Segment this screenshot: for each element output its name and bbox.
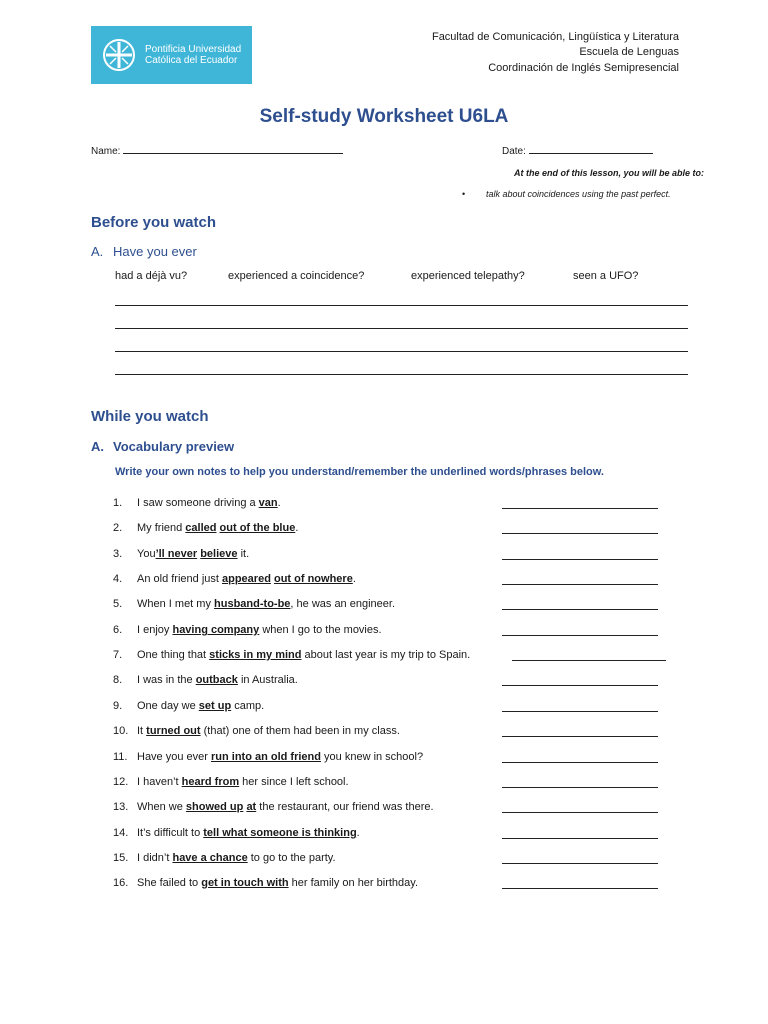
sentence-text: when I go to the movies. <box>259 624 382 636</box>
vocabulary-instruction: Write your own notes to help you understand/remember the underlined words/phrases below. <box>115 466 604 478</box>
sentence-text: . <box>352 573 356 585</box>
sentence-text: It’s difficult to <box>137 827 204 839</box>
underlined-phrase: set up <box>198 700 232 712</box>
sentence-text: (that) one of them had been in my class. <box>200 725 400 737</box>
worksheet-title: Self-study Worksheet U6LA <box>259 106 509 127</box>
underlined-phrase: out of the blue <box>219 522 296 534</box>
item-number: 16. <box>113 877 129 889</box>
sentence-text: I saw someone driving a <box>137 497 259 509</box>
item-number: 5. <box>113 598 123 610</box>
vocabulary-item <box>113 572 356 586</box>
underlined-phrase: showed up <box>185 801 244 813</box>
underlined-phrase: get in touch with <box>201 877 289 889</box>
item-number: 15. <box>113 852 129 864</box>
sentence-text: I didn’t <box>137 852 173 864</box>
underlined-phrase: have a chance <box>172 852 248 864</box>
item-number: 11. <box>113 751 128 763</box>
name-blank-line[interactable] <box>123 144 343 154</box>
subsection-vocabulary-preview <box>91 439 234 454</box>
school-name: Escuela de Lenguas <box>579 46 679 58</box>
subsection-label: Have you ever <box>113 244 197 259</box>
notes-blank-line[interactable] <box>502 736 658 737</box>
vocabulary-item <box>113 724 400 738</box>
underlined-phrase: turned out <box>146 725 201 737</box>
answer-line-1[interactable] <box>115 305 688 306</box>
sentence-text: her since I left school. <box>239 776 349 788</box>
subsection-letter: A. <box>91 439 104 454</box>
vocabulary-item <box>113 800 434 814</box>
underlined-phrase: tell what someone is thinking <box>203 827 357 839</box>
vocabulary-item <box>113 547 249 561</box>
sentence-text: An old friend just <box>137 573 222 585</box>
underlined-phrase: husband-to-be <box>214 598 291 610</box>
sentence-text: You <box>137 548 156 560</box>
underlined-phrase: ’ll never <box>155 548 198 560</box>
sentence-text: , he was an engineer. <box>290 598 395 610</box>
bullet-icon: • <box>462 189 466 199</box>
sentence-text: I was in the <box>137 674 196 686</box>
notes-blank-line[interactable] <box>502 888 658 889</box>
option-deja-vu: had a déjà vu? <box>115 270 188 282</box>
university-emblem-icon <box>99 36 139 74</box>
date-blank-line[interactable] <box>529 144 653 154</box>
underlined-phrase: sticks in my mind <box>209 649 302 661</box>
objective-item <box>462 189 671 199</box>
sentence-text: One day we <box>137 700 199 712</box>
item-number: 10. <box>113 725 129 737</box>
notes-blank-line[interactable] <box>502 838 658 839</box>
sentence-text: to go to the party. <box>247 852 336 864</box>
item-number: 2. <box>113 522 123 534</box>
vocabulary-item <box>113 623 382 637</box>
item-number: 8. <box>113 674 123 686</box>
vocabulary-item <box>113 750 423 764</box>
sentence-text: When we <box>137 801 186 813</box>
notes-blank-line[interactable] <box>502 635 658 636</box>
underlined-phrase: heard from <box>181 776 240 788</box>
notes-blank-line[interactable] <box>502 609 658 610</box>
option-telepathy: experienced telepathy? <box>411 270 525 282</box>
answer-line-4[interactable] <box>115 374 688 375</box>
notes-blank-line[interactable] <box>502 711 658 712</box>
underlined-phrase: having company <box>172 624 260 636</box>
faculty-name: Facultad de Comunicación, Lingüística y Literatura <box>431 31 679 43</box>
name-label: Name: <box>91 146 121 157</box>
sentence-text: It <box>137 725 147 737</box>
notes-blank-line[interactable] <box>502 533 658 534</box>
notes-blank-line[interactable] <box>512 660 666 661</box>
vocabulary-item <box>113 496 281 510</box>
sentence-text: I enjoy <box>137 624 173 636</box>
vocabulary-item <box>113 597 395 611</box>
sentence-text: Have you ever <box>137 751 211 763</box>
sentence-text: camp. <box>231 700 265 712</box>
item-number: 4. <box>113 573 123 585</box>
sentence-text: it. <box>237 548 250 560</box>
objectives-intro: At the end of this lesson, you will be able to: <box>513 168 704 178</box>
subsection-label: Vocabulary preview <box>113 439 235 454</box>
item-number: 3. <box>113 548 123 560</box>
subsection-have-you-ever <box>91 244 197 259</box>
objective-text: talk about coincidences using the past perfect. <box>486 189 671 199</box>
name-field[interactable] <box>91 144 343 157</box>
vocabulary-item <box>113 826 360 840</box>
item-number: 9. <box>113 700 123 712</box>
item-number: 14. <box>113 827 129 839</box>
answer-line-2[interactable] <box>115 328 688 329</box>
date-field[interactable] <box>502 144 653 157</box>
item-number: 12. <box>113 776 129 788</box>
underlined-phrase: run into an old friend <box>210 751 321 763</box>
sentence-text: . <box>295 522 299 534</box>
coordination-name: Coordinación de Inglés Semipresencial <box>488 62 679 74</box>
item-number: 13. <box>113 801 129 813</box>
sentence-text: in Australia. <box>237 674 298 686</box>
notes-blank-line[interactable] <box>502 762 658 763</box>
sentence-text: her family on her birthday. <box>288 877 419 889</box>
underlined-phrase: van <box>258 497 278 509</box>
notes-blank-line[interactable] <box>502 584 658 585</box>
vocabulary-item <box>113 876 418 890</box>
vocabulary-item <box>113 521 298 535</box>
underlined-phrase: appeared <box>222 573 271 585</box>
notes-blank-line[interactable] <box>502 863 658 864</box>
underlined-phrase: called <box>185 522 217 534</box>
subsection-letter: A. <box>91 244 104 259</box>
item-number: 6. <box>113 624 123 636</box>
university-logo <box>91 26 252 84</box>
underlined-phrase: out of nowhere <box>273 573 353 585</box>
sentence-text: about last year is my trip to Spain. <box>301 649 471 661</box>
date-label: Date: <box>502 146 526 157</box>
vocabulary-item <box>113 699 264 713</box>
vocabulary-item <box>113 648 470 662</box>
section-heading-while: While you watch <box>91 408 209 425</box>
sentence-text: the restaurant, our friend was there. <box>256 801 434 813</box>
logo-line-2: Católica del Ecuador <box>145 55 238 66</box>
sentence-text: you knew in school? <box>320 751 424 763</box>
notes-blank-line[interactable] <box>502 812 658 813</box>
underlined-phrase: outback <box>195 674 238 686</box>
sentence-text: I haven’t <box>137 776 182 788</box>
vocabulary-item <box>113 673 298 687</box>
vocabulary-item <box>113 775 349 789</box>
notes-blank-line[interactable] <box>502 685 658 686</box>
option-ufo: seen a UFO? <box>573 270 639 282</box>
notes-blank-line[interactable] <box>502 559 658 560</box>
vocabulary-item <box>113 851 336 865</box>
sentence-text: She failed to <box>137 877 202 889</box>
underlined-phrase: believe <box>200 548 238 560</box>
notes-blank-line[interactable] <box>502 508 658 509</box>
sentence-text: My friend <box>137 522 186 534</box>
logo-wordmark <box>145 44 241 66</box>
section-heading-before: Before you watch <box>91 214 217 231</box>
notes-blank-line[interactable] <box>502 787 658 788</box>
sentence-text: When I met my <box>137 598 215 610</box>
underlined-phrase: at <box>246 801 257 813</box>
item-number: 7. <box>113 649 123 661</box>
sentence-text: . <box>356 827 360 839</box>
option-coincidence: experienced a coincidence? <box>228 270 365 282</box>
item-number: 1. <box>113 497 123 509</box>
answer-line-3[interactable] <box>115 351 688 352</box>
logo-line-1: Pontificia Universidad <box>145 44 242 55</box>
sentence-text: . <box>277 497 281 509</box>
sentence-text: One thing that <box>137 649 210 661</box>
